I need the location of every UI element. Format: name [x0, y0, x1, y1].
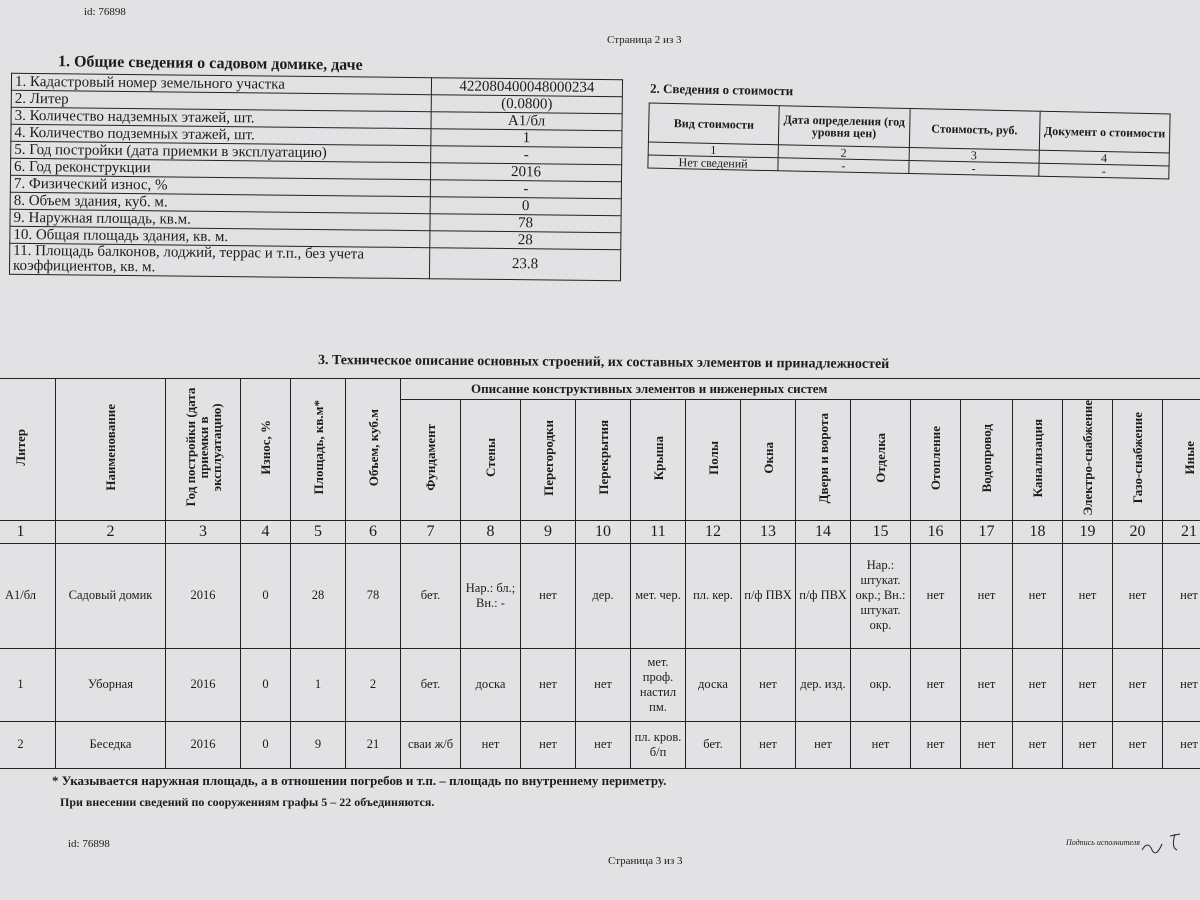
cost-cell: - — [778, 158, 908, 174]
column-header: Год постройки (дата приемки в эксплуатацию) — [182, 387, 224, 507]
info-label: 2. Литер — [11, 90, 431, 111]
cost-num: 1 — [648, 142, 778, 158]
info-label: 9. Наружная площадь, кв.м. — [10, 209, 430, 230]
building-cell: 2 — [346, 648, 401, 721]
info-value: 0 — [430, 197, 621, 216]
building-cell: Нар.: штукат. окр.; Вн.: штукат. окр. — [851, 543, 911, 648]
info-value: - — [430, 180, 621, 199]
column-header: Иные — [1181, 440, 1197, 475]
building-cell: нет — [1163, 543, 1200, 648]
column-number: 16 — [911, 520, 961, 543]
building-cell: нет — [961, 721, 1013, 768]
info-value: 422080400048000234 — [431, 78, 622, 97]
footer-page-number: Страница 3 из 3 — [608, 855, 683, 867]
cost-num: 2 — [778, 145, 908, 161]
column-header: Газо-снабжение — [1130, 412, 1145, 504]
building-cell: дер. — [576, 543, 631, 648]
building-cell: Беседка — [56, 721, 166, 768]
info-label: 11. Площадь балконов, лоджий, террас и т.п., без учета коэффициентов, кв. м. — [9, 243, 429, 278]
column-header: Площадь, кв.м* — [310, 400, 326, 495]
info-value: 28 — [430, 231, 621, 250]
building-cell: мет. проф. настил пм. — [631, 648, 686, 721]
cost-num: 4 — [1039, 150, 1169, 166]
building-cell: нет — [911, 721, 961, 768]
column-number: 7 — [401, 520, 461, 543]
column-number: 1 — [0, 520, 56, 543]
column-header: Электро-снабжение — [1080, 400, 1095, 516]
building-cell: 21 — [346, 721, 401, 768]
info-value: 78 — [430, 214, 621, 233]
building-cell: нет — [1113, 721, 1163, 768]
building-cell: 1 — [0, 648, 56, 721]
column-header: Объем, куб.м — [365, 408, 381, 486]
info-value: 1 — [431, 129, 622, 148]
column-header: Отделка — [873, 432, 888, 483]
building-cell: 0 — [241, 543, 291, 648]
info-value: А1/бл — [431, 112, 622, 131]
building-cell: доска — [686, 648, 741, 721]
column-number: 8 — [461, 520, 521, 543]
column-header: Водопровод — [979, 423, 994, 492]
technical-description-table — [0, 378, 1200, 769]
section2-title: 2. Сведения о стоимости — [649, 80, 794, 99]
column-number: 18 — [1013, 520, 1063, 543]
column-number: 11 — [631, 520, 686, 543]
signature-mark — [1140, 830, 1200, 855]
info-row — [9, 243, 620, 280]
cost-cell: Нет сведений — [648, 155, 778, 171]
footer-document-id: id: 76898 — [68, 838, 110, 850]
building-cell: нет — [1063, 543, 1113, 648]
building-cell: нет — [1013, 721, 1063, 768]
building-cell: нет — [741, 721, 796, 768]
column-number: 5 — [291, 520, 346, 543]
column-header: Двери и ворота — [815, 412, 831, 503]
column-number: 17 — [961, 520, 1013, 543]
building-cell: нет — [911, 543, 961, 648]
info-label: 1. Кадастровый номер земельного участка — [11, 73, 431, 94]
column-header: Перегородки — [540, 419, 556, 496]
cost-num: 3 — [909, 147, 1039, 163]
building-cell: нет — [1113, 648, 1163, 721]
building-cell: нет — [1063, 648, 1113, 721]
column-header: Перекрытия — [595, 420, 611, 496]
column-number: 4 — [241, 520, 291, 543]
building-cell: 0 — [241, 721, 291, 768]
building-cell: нет — [961, 543, 1013, 648]
building-cell: сваи ж/б — [401, 721, 461, 768]
section3-title: 3. Техническое описание основных строений, их составных элементов и принадлежностей — [317, 353, 890, 372]
building-cell: нет — [521, 543, 576, 648]
building-cell: 0 — [241, 648, 291, 721]
building-cell: 2016 — [166, 543, 241, 648]
info-value: 23.8 — [429, 248, 620, 281]
column-number: 12 — [686, 520, 741, 543]
section1-title: 1. Общие сведения о садовом домике, даче — [57, 53, 363, 74]
cost-header: Вид стоимости — [648, 103, 779, 145]
building-cell: Уборная — [56, 648, 166, 721]
cost-header: Дата определения (год уровня цен) — [779, 106, 910, 148]
building-cell: 78 — [346, 543, 401, 648]
column-header: Стены — [483, 438, 498, 478]
column-header: Фундамент — [423, 424, 438, 492]
building-cell: нет — [796, 721, 851, 768]
building-cell: нет — [1063, 721, 1113, 768]
column-number: 20 — [1113, 520, 1163, 543]
building-cell: нет — [961, 648, 1013, 721]
building-cell: нет — [911, 648, 961, 721]
building-cell: нет — [576, 648, 631, 721]
page-number: Страница 2 из 3 — [607, 34, 682, 46]
column-header: Наименование — [103, 403, 118, 491]
building-cell: бет. — [401, 648, 461, 721]
info-label: 6. Год реконструкции — [11, 158, 431, 179]
building-cell: нет — [521, 721, 576, 768]
building-cell: нет — [521, 648, 576, 721]
building-cell: п/ф ПВХ — [741, 543, 796, 648]
building-cell: нет — [1113, 543, 1163, 648]
column-header: Износ, % — [258, 419, 273, 475]
building-row — [0, 648, 1200, 721]
info-label: 8. Объем здания, куб. м. — [10, 192, 430, 213]
building-cell: нет — [1163, 721, 1200, 768]
column-number: 3 — [166, 520, 241, 543]
column-number: 2 — [56, 520, 166, 543]
info-value: 2016 — [430, 163, 621, 182]
building-cell: 2016 — [166, 721, 241, 768]
document-id: id: 76898 — [84, 6, 126, 18]
info-label: 10. Общая площадь здания, кв. м. — [10, 226, 430, 247]
building-cell: нет — [1163, 648, 1200, 721]
building-cell: бет. — [401, 543, 461, 648]
cost-table — [647, 103, 1170, 180]
cost-header: Документ о стоимости — [1039, 111, 1170, 153]
building-cell: бет. — [686, 721, 741, 768]
building-cell: нет — [576, 721, 631, 768]
column-number: 6 — [346, 520, 401, 543]
info-label: 5. Год постройки (дата приемки в эксплуатацию) — [11, 141, 431, 162]
column-header: Окна — [760, 441, 776, 474]
cost-cell: - — [908, 160, 1038, 176]
building-cell: мет. чер. — [631, 543, 686, 648]
general-info-table — [9, 73, 623, 281]
building-cell: А1/бл — [0, 543, 56, 648]
info-value: - — [431, 146, 622, 165]
column-header: Литер — [13, 428, 28, 466]
column-number: 19 — [1063, 520, 1113, 543]
building-cell: нет — [851, 721, 911, 768]
column-number: 10 — [576, 520, 631, 543]
column-number: 9 — [521, 520, 576, 543]
building-cell: 2016 — [166, 648, 241, 721]
building-cell: 2 — [0, 721, 56, 768]
info-label: 7. Физический износ, % — [10, 175, 430, 196]
group-header: Описание конструктивных элементов и инженерных систем — [401, 379, 1200, 400]
building-cell: нет — [461, 721, 521, 768]
building-cell: пл. кер. — [686, 543, 741, 648]
cost-cell: - — [1039, 163, 1169, 179]
column-header: Отопление — [928, 425, 943, 490]
signature-label: Подпись исполнителя — [1065, 838, 1140, 847]
column-header: Крыша — [650, 435, 666, 480]
building-cell: окр. — [851, 648, 911, 721]
building-cell: Нар.: бл.; Вн.: - — [461, 543, 521, 648]
column-header: Полы — [705, 440, 721, 475]
cost-header: Стоимость, руб. — [909, 109, 1040, 151]
building-row — [0, 543, 1200, 648]
footnote: При внесении сведений по сооружениям графы 5 – 22 объединяются. — [60, 795, 435, 809]
building-cell: нет — [741, 648, 796, 721]
building-cell: доска — [461, 648, 521, 721]
building-cell: 1 — [291, 648, 346, 721]
column-number: 15 — [851, 520, 911, 543]
info-value: (0.0800) — [431, 95, 622, 114]
building-row — [0, 721, 1200, 768]
column-number: 13 — [741, 520, 796, 543]
building-cell: дер. изд. — [796, 648, 851, 721]
building-cell: 28 — [291, 543, 346, 648]
building-cell: нет — [1013, 543, 1063, 648]
footnote: * Указывается наружная площадь, а в отношении погребов и т.п. – площадь по внутреннему периметру. — [52, 773, 667, 788]
info-label: 3. Количество надземных этажей, шт. — [11, 107, 431, 128]
building-cell: пл. кров. б/п — [631, 721, 686, 768]
building-cell: п/ф ПВХ — [796, 543, 851, 648]
column-header: Канализация — [1030, 418, 1045, 497]
building-cell: Садовый домик — [56, 543, 166, 648]
building-cell: нет — [1013, 648, 1063, 721]
column-number: 14 — [796, 520, 851, 543]
column-number: 21 — [1163, 520, 1200, 543]
building-cell: 9 — [291, 721, 346, 768]
info-label: 4. Количество подземных этажей, шт. — [11, 124, 431, 145]
